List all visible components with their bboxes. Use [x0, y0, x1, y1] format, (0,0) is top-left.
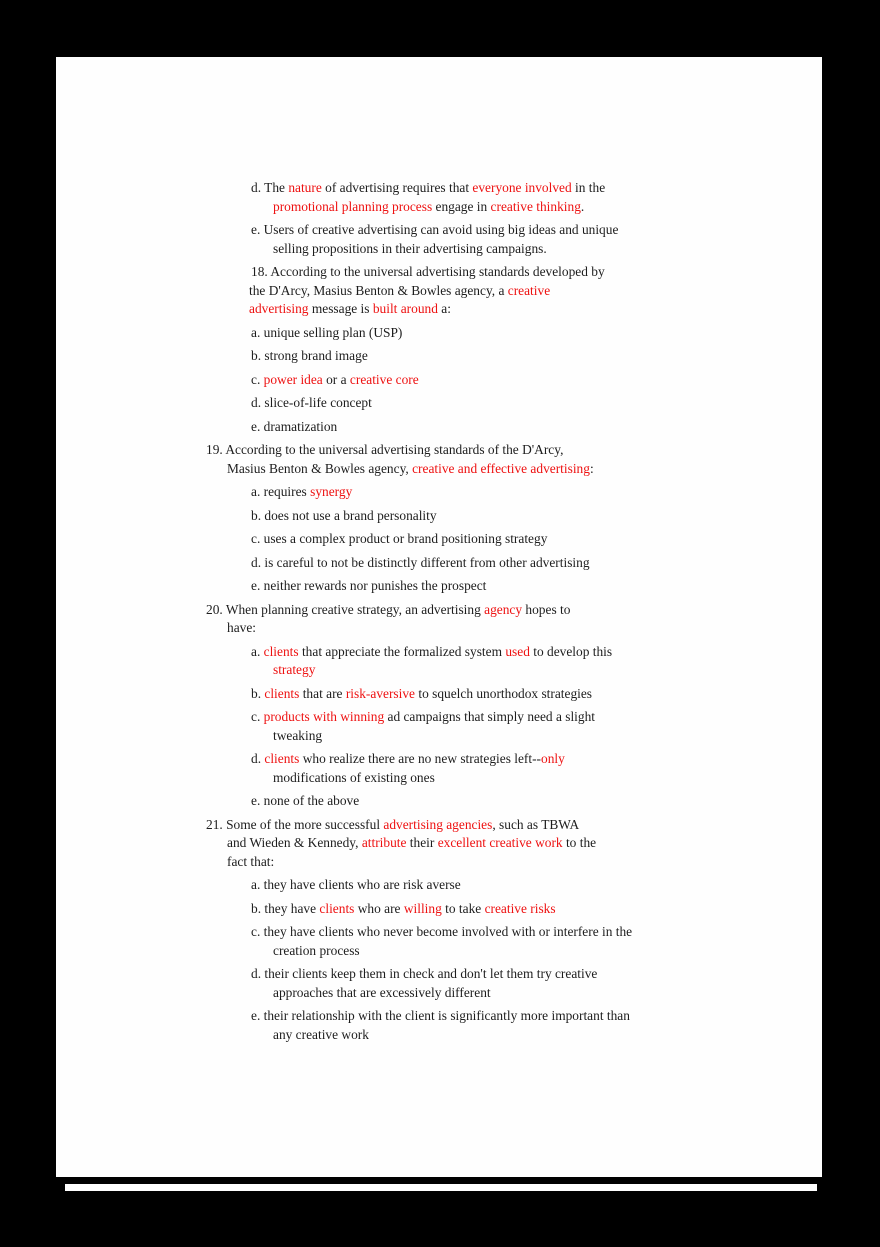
text-segment: c. uses a complex product or brand positioning strategy	[251, 531, 548, 546]
answer-option	[56, 685, 822, 704]
question-text	[56, 441, 822, 478]
highlighted-text: only	[541, 751, 565, 766]
text-segment: to squelch unorthodox strategies	[415, 685, 593, 701]
answer-option	[56, 1007, 822, 1044]
text-segment: and Wieden & Kennedy,	[227, 835, 362, 850]
text-line	[251, 507, 822, 526]
text-line	[251, 483, 822, 502]
text-line	[273, 984, 822, 1003]
highlighted-text: excellent creative work	[437, 835, 563, 850]
text-segment: who are	[354, 900, 404, 916]
text-line	[251, 530, 822, 549]
highlighted-text: creative	[507, 282, 551, 298]
highlighted-text: creative thinking	[490, 198, 581, 214]
text-segment: c.	[251, 709, 264, 724]
text-line	[251, 876, 822, 895]
text-segment: fact that:	[227, 853, 275, 869]
text-line	[206, 816, 822, 835]
answer-option	[56, 418, 822, 437]
text-segment: engage in	[432, 198, 491, 214]
text-segment: a. requires	[251, 484, 311, 499]
answer-option	[56, 792, 822, 811]
next-page-top-edge	[65, 1184, 817, 1191]
text-segment: a. unique selling plan (USP)	[251, 324, 403, 340]
highlighted-text: clients	[263, 643, 299, 659]
text-line	[227, 619, 822, 638]
text-segment: d. The	[251, 180, 289, 195]
text-segment: ad campaigns that simply need a slight	[384, 709, 596, 724]
answer-option	[56, 750, 822, 787]
text-line	[251, 263, 822, 282]
answer-option	[56, 554, 822, 573]
text-line	[227, 853, 822, 872]
text-line	[251, 418, 822, 437]
text-line	[273, 240, 822, 259]
text-line	[273, 942, 822, 961]
text-segment: that are	[299, 685, 346, 701]
text-segment: to the	[562, 835, 597, 850]
answer-option	[56, 507, 822, 526]
text-segment: modifications of existing ones	[273, 769, 435, 785]
text-line	[251, 371, 822, 390]
text-segment: e. dramatization	[251, 418, 338, 434]
text-line	[251, 324, 822, 343]
highlighted-text: creative and effective advertising	[412, 460, 590, 476]
question-text	[56, 601, 822, 638]
answer-option	[56, 643, 822, 680]
text-segment: .	[580, 198, 585, 214]
text-segment: 19. According to the universal advertising standards of the D'Arcy,	[206, 442, 564, 457]
text-segment: 18. According to the universal advertising standards developed by	[251, 264, 605, 279]
question-text	[56, 816, 822, 872]
answer-option	[56, 577, 822, 596]
text-line	[273, 661, 822, 680]
text-segment: their	[406, 835, 438, 850]
text-line	[251, 923, 822, 942]
text-segment: have:	[227, 620, 256, 635]
text-line	[251, 1007, 822, 1026]
text-segment: approaches that are excessively different	[273, 984, 491, 1000]
highlighted-text: clients	[319, 900, 355, 916]
text-segment: any creative work	[273, 1026, 369, 1042]
highlighted-text: synergy	[310, 484, 353, 499]
text-line	[251, 965, 822, 984]
highlighted-text: built around	[372, 301, 438, 316]
text-segment: e. their relationship with the client is significantly more important than	[251, 1008, 630, 1023]
text-segment: b. strong brand image	[251, 348, 368, 363]
text-segment: a:	[437, 301, 451, 316]
text-line	[251, 685, 822, 704]
answer-option	[56, 394, 822, 413]
text-segment: d.	[251, 751, 265, 766]
text-segment: d. is careful to not be distinctly different from other advertising	[251, 554, 590, 570]
answer-option	[56, 347, 822, 366]
text-line	[251, 577, 822, 596]
answer-option	[56, 876, 822, 895]
answer-option	[56, 324, 822, 343]
text-segment: a. they have clients who are risk averse	[251, 877, 461, 892]
text-segment: b.	[251, 685, 265, 701]
text-line	[251, 554, 822, 573]
text-segment: c.	[251, 371, 264, 387]
highlighted-text: promotional planning process	[273, 198, 433, 214]
text-line	[251, 708, 822, 727]
text-segment: :	[589, 460, 594, 476]
text-segment: hopes to	[522, 601, 571, 617]
text-line	[227, 834, 822, 853]
question-text	[56, 263, 822, 319]
text-segment: message is	[308, 301, 373, 316]
text-line	[273, 1026, 822, 1045]
text-line	[251, 221, 822, 240]
highlighted-text: creative risks	[484, 900, 556, 916]
highlighted-text: agency	[484, 601, 523, 617]
text-line	[251, 347, 822, 366]
text-line	[251, 792, 822, 811]
text-line	[251, 179, 822, 198]
text-line	[249, 300, 822, 319]
text-segment: Masius Benton & Bowles agency,	[227, 460, 413, 476]
highlighted-text: strategy	[273, 662, 316, 677]
answer-option	[56, 530, 822, 549]
highlighted-text: clients	[264, 751, 300, 766]
text-line	[206, 441, 822, 460]
text-line	[206, 601, 822, 620]
text-line	[227, 460, 822, 479]
text-segment: of advertising requires that	[321, 180, 473, 195]
highlighted-text: products with winning	[263, 709, 385, 724]
text-segment: the D'Arcy, Masius Benton & Bowles agency, a	[249, 282, 508, 298]
text-segment: tweaking	[273, 727, 323, 743]
highlighted-text: willing	[403, 900, 442, 916]
highlighted-text: risk-aversive	[345, 685, 415, 701]
text-segment: e. neither rewards nor punishes the prospect	[251, 578, 487, 593]
highlighted-text: used	[505, 643, 530, 659]
answer-option	[56, 708, 822, 745]
text-segment: e. Users of creative advertising can avoid using big ideas and unique	[251, 222, 619, 237]
text-segment: selling propositions in their advertising campaigns.	[273, 240, 547, 256]
text-segment: b. they have	[251, 900, 320, 916]
answer-option	[56, 965, 822, 1002]
highlighted-text: nature	[288, 180, 322, 195]
highlighted-text: advertising agencies	[383, 816, 493, 832]
text-segment: or a	[322, 371, 350, 387]
answer-option	[56, 179, 822, 216]
highlighted-text: everyone involved	[472, 180, 572, 195]
text-segment: 21. Some of the more successful	[206, 816, 384, 832]
answer-option	[56, 483, 822, 502]
answer-option	[56, 371, 822, 390]
text-line	[273, 727, 822, 746]
answer-option	[56, 923, 822, 960]
highlighted-text: power idea	[263, 371, 323, 387]
text-segment: c. they have clients who never become involved with or interfere in the	[251, 924, 633, 939]
highlighted-text: attribute	[361, 835, 407, 850]
highlighted-text: advertising	[249, 301, 309, 316]
text-segment: , such as TBWA	[492, 816, 580, 832]
text-segment: 20. When planning creative strategy, an advertising	[206, 601, 485, 617]
text-segment: to develop this	[529, 643, 613, 659]
text-segment: d. their clients keep them in check and don't let them try creative	[251, 966, 598, 981]
text-segment: d. slice-of-life concept	[251, 395, 372, 410]
text-segment: creation process	[273, 942, 360, 958]
text-segment: b. does not use a brand personality	[251, 507, 437, 523]
text-line	[251, 643, 822, 662]
text-line	[249, 282, 822, 301]
answer-option	[56, 900, 822, 919]
text-segment: a.	[251, 643, 264, 659]
document-content	[56, 57, 822, 1044]
text-line	[273, 198, 822, 217]
text-segment: in the	[571, 180, 606, 195]
text-line	[273, 769, 822, 788]
text-line	[251, 750, 822, 769]
text-line	[251, 900, 822, 919]
text-segment: who realize there are no new strategies left--	[299, 751, 542, 766]
answer-option	[56, 221, 822, 258]
text-line	[251, 394, 822, 413]
text-segment: to take	[441, 900, 485, 916]
highlighted-text: creative core	[349, 371, 419, 387]
highlighted-text: clients	[264, 685, 300, 701]
text-segment: that appreciate the formalized system	[298, 643, 506, 659]
text-segment: e. none of the above	[251, 793, 360, 808]
document-page	[56, 57, 822, 1177]
